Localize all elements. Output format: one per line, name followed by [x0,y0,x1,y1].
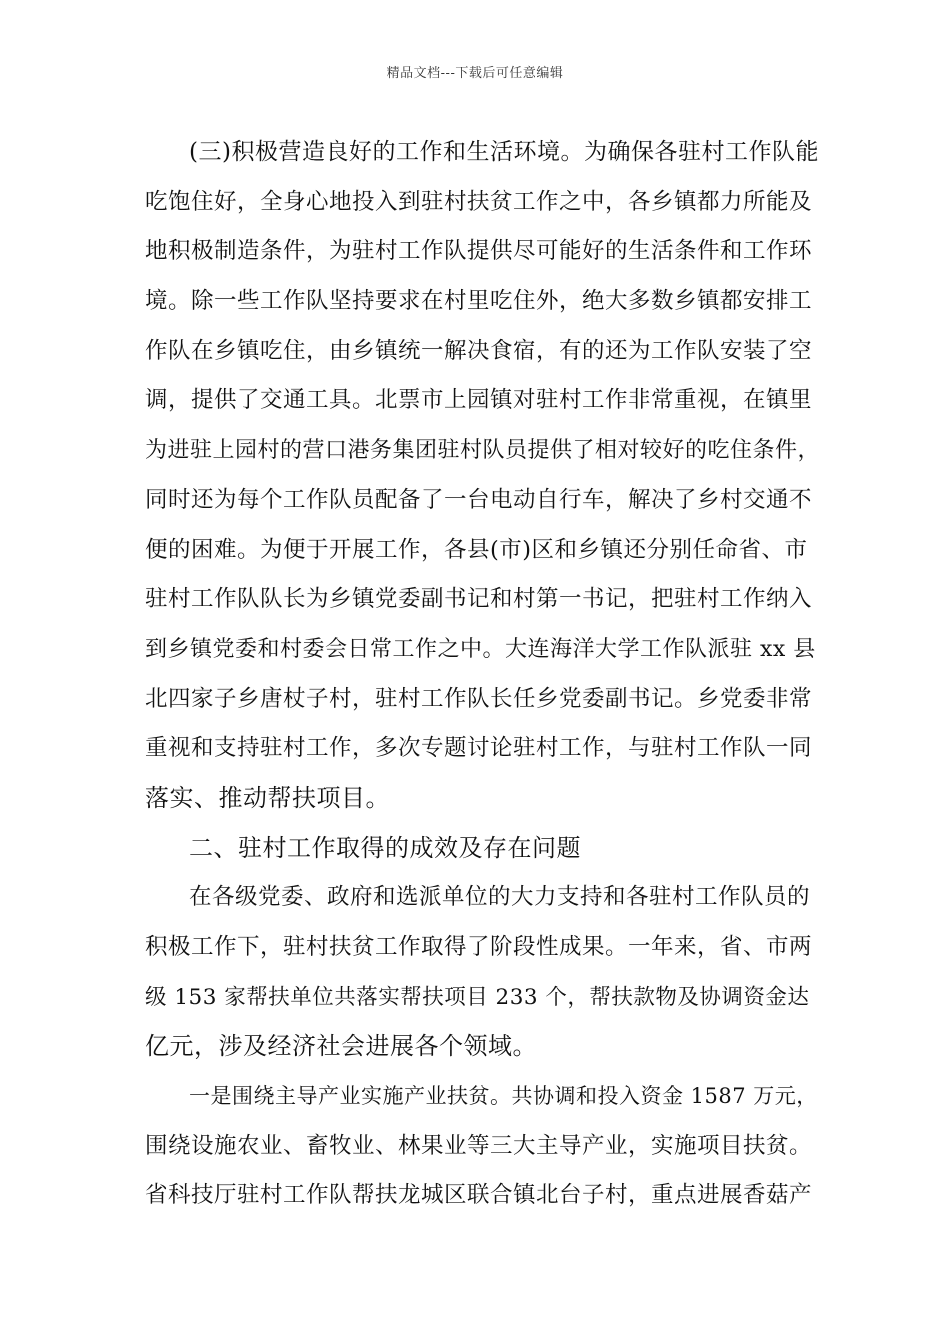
body-line: 作队在乡镇吃住，由乡镇统一解决食宿，有的还为工作队安装了空 [145,337,813,364]
body-line: 省科技厅驻村工作队帮扶龙城区联合镇北台子村，重点进展香菇产 [145,1182,813,1209]
body-line: 同时还为每个工作队员配备了一台电动自行车，解决了乡村交通不 [145,486,813,513]
body-line: 地积极制造条件，为驻村工作队提供尽可能好的生活条件和工作环 [145,238,813,265]
body-line: 一是围绕主导产业实施产业扶贫。共协调和投入资金 1587 万元， [189,1084,818,1109]
document-body [145,128,821,1221]
page-header: 精品文档---下载后可任意编辑 [386,66,564,81]
body-line: 吃饱住好，全身心地投入到驻村扶贫工作之中，各乡镇都力所能及 [145,188,813,215]
body-line: 二、驻村工作取得的成效及存在问题 [189,833,581,862]
body-line: 在各级党委、政府和选派单位的大力支持和各驻村工作队员的 [189,884,811,911]
body-line: 为进驻上园村的营口港务集团驻村队员提供了相对较好的吃住条件， [145,438,821,464]
body-line: 重视和支持驻村工作，多次专题讨论驻村工作，与驻村工作队一同 [145,735,813,762]
body-line: 到乡镇党委和村委会日常工作之中。大连海洋大学工作队派驻 xx 县 [145,636,816,662]
body-line: 亿元，涉及经济社会进展各个领域。 [145,1032,537,1061]
body-line: 落实、推动帮扶项目。 [145,783,390,812]
body-line: 境。除一些工作队坚持要求在村里吃住外，绝大多数乡镇都安排工 [145,288,813,315]
body-line: 级 153 家帮扶单位共落实帮扶项目 233 个，帮扶款物及协调资金达 [145,984,810,1010]
body-line: 积极工作下，驻村扶贫工作取得了阶段性成果。一年来，省、市两 [145,934,813,960]
body-line: 驻村工作队队长为乡镇党委副书记和村第一书记，把驻村工作纳入 [145,586,813,613]
body-line: 调，提供了交通工具。北票市上园镇对驻村工作非常重视，在镇里 [145,387,813,414]
body-line: 便的困难。为便于开展工作，各县(市)区和乡镇还分别任命省、市 [145,536,808,563]
body-line: 北四家子乡唐杖子村，驻村工作队长任乡党委副书记。乡党委非常 [145,685,813,712]
body-line: (三)积极营造良好的工作和生活环境。为确保各驻村工作队能 [189,139,819,165]
body-line: 围绕设施农业、畜牧业、林果业等三大主导产业，实施项目扶贫。 [145,1132,813,1159]
